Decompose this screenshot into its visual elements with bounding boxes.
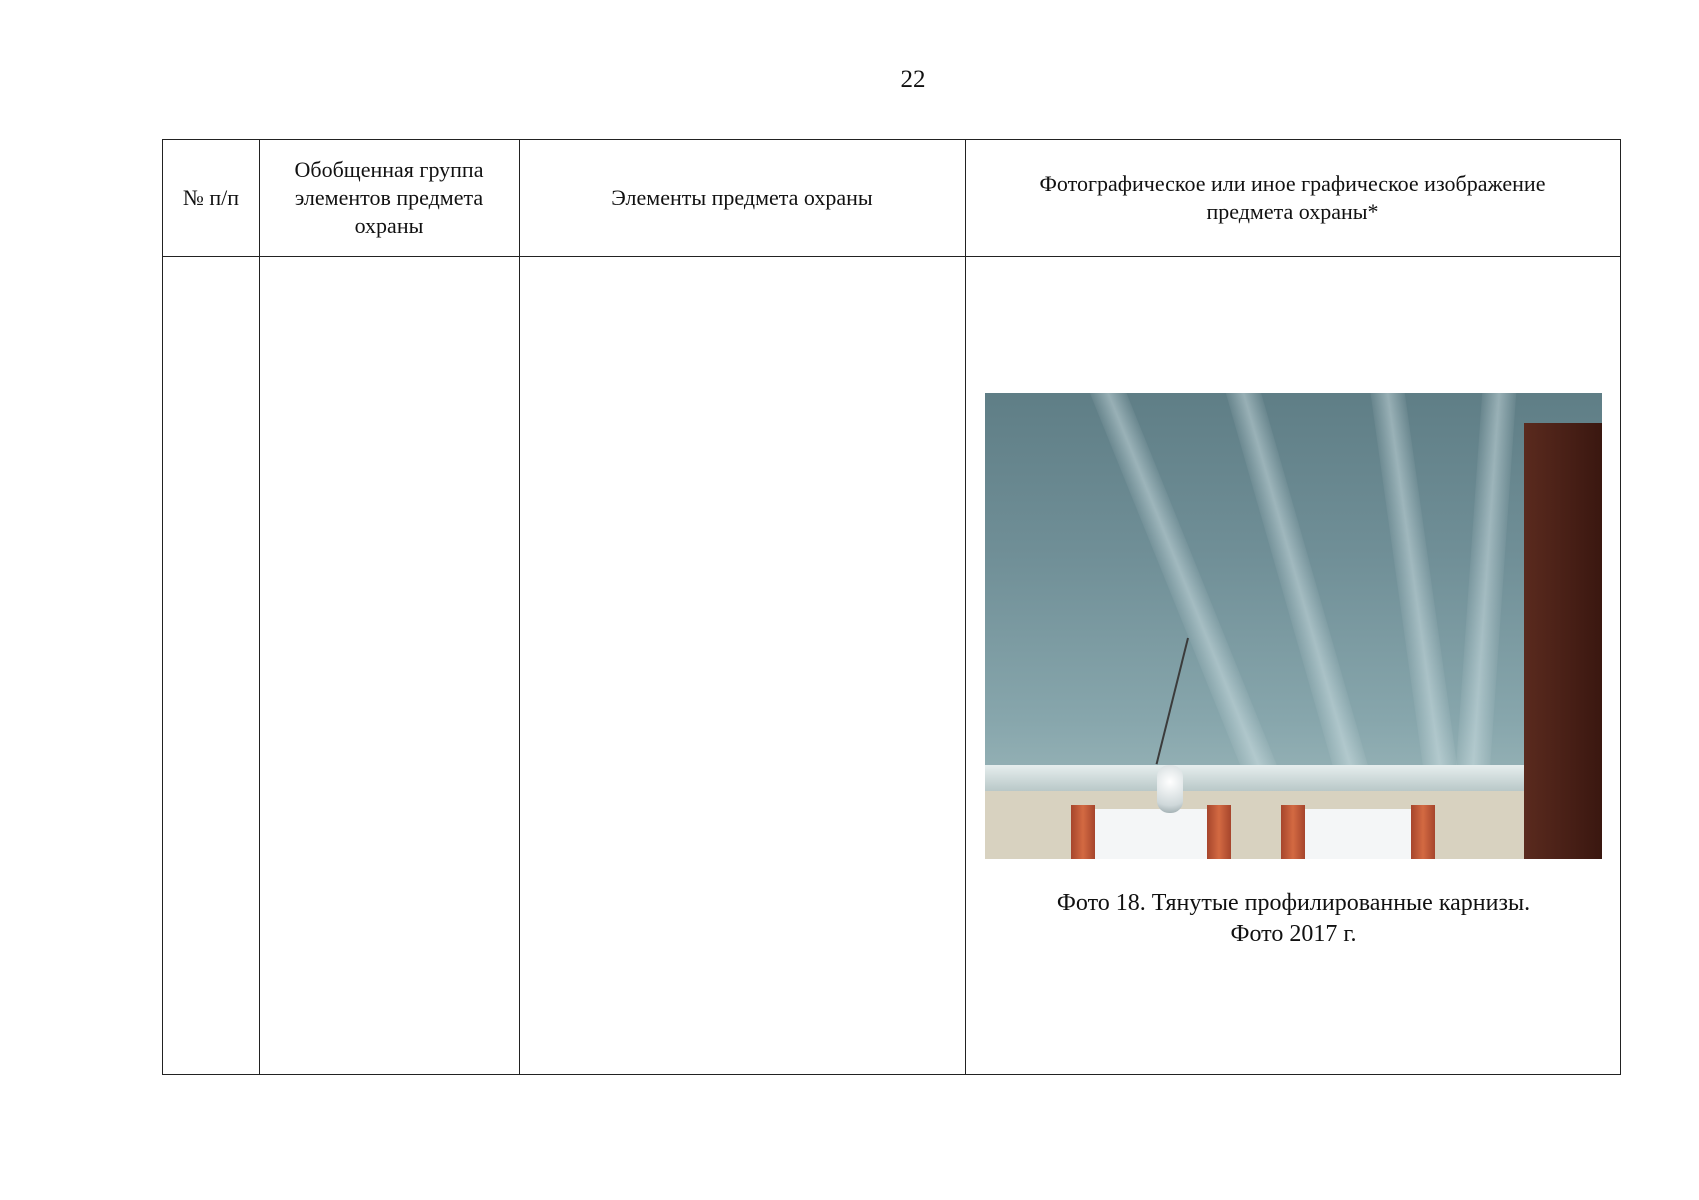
- window: [1305, 809, 1415, 859]
- photo-caption: [985, 888, 1602, 950]
- column-divider: [519, 140, 520, 1074]
- header-divider: [163, 256, 1620, 257]
- header-group: Обобщенная группа элементов предмета охраны: [294, 157, 484, 238]
- header-elements: Элементы предмета охраны: [611, 185, 873, 210]
- caption-line: Фото 18. Тянутые профилированные карнизы.: [1056, 890, 1531, 916]
- lamp-cord: [1156, 638, 1189, 765]
- curtain: [1207, 805, 1231, 859]
- column-divider: [965, 140, 966, 1074]
- curtain: [1071, 805, 1095, 859]
- cornice: [985, 765, 1602, 791]
- column-divider: [259, 140, 260, 1074]
- window: [1095, 809, 1215, 859]
- caption-line: Фото 2017 г.: [1230, 921, 1357, 947]
- ceiling-lamp: [1157, 765, 1183, 813]
- protection-elements-table: [162, 139, 1621, 1075]
- ceiling-beam: [1452, 393, 1519, 823]
- header-image: Фотографическое или иное графическое изображение предмета охраны*: [1039, 171, 1546, 224]
- header-number: № п/п: [182, 185, 240, 210]
- page-number: 22: [900, 66, 926, 93]
- wardrobe: [1524, 423, 1602, 859]
- curtain: [1281, 805, 1305, 859]
- ceiling-beam: [1365, 393, 1464, 821]
- curtain: [1411, 805, 1435, 859]
- ceiling-photo: [985, 393, 1602, 859]
